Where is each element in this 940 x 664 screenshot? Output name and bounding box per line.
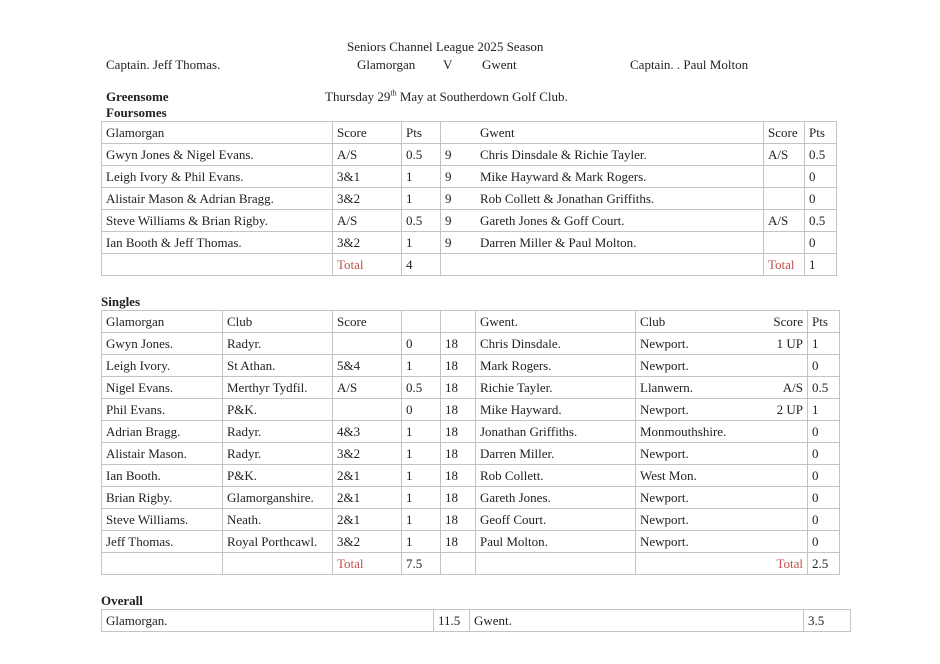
club-left: St Athan. [223,355,333,377]
total-label-left: Total [333,254,402,276]
club-left: Glamorganshire. [223,487,333,509]
player-left: Jeff Thomas. [102,531,223,553]
holes: 18 [441,531,476,553]
score-right [764,232,805,254]
player-right: Mark Rogers. [476,355,636,377]
pts-left: 1 [402,465,441,487]
header-pts-blank [402,311,441,333]
pair-left: Alistair Mason & Adrian Bragg. [102,188,333,210]
date-suffix: th [390,88,397,98]
cell-text: Newport. [640,534,689,549]
player-left: Steve Williams. [102,509,223,531]
pair-right [441,210,764,232]
header-glamorgan: Glamorgan [102,311,223,333]
score-left: A/S [333,377,402,399]
club-left: Neath. [223,509,333,531]
table-row [102,509,840,531]
table-row [102,465,840,487]
score-left: 2&1 [333,465,402,487]
holes: 18 [441,443,476,465]
cell-text: Mike Hayward & Mark Rogers. [480,169,647,184]
cell-text: Darren Miller & Paul Molton. [480,235,637,250]
header-gwent [441,122,764,144]
cell-text: Rob Collett & Jonathan Griffiths. [480,191,655,206]
club-right [636,487,808,509]
pts-left: 1 [402,531,441,553]
empty-cell [441,553,476,575]
header-gwent: Gwent. [476,311,636,333]
pts-right: 1 [808,399,840,421]
league-title: Seniors Channel League 2025 Season [347,39,544,54]
holes: 9 [445,191,452,206]
holes: 18 [441,509,476,531]
captain-right: Captain. . Paul Molton [630,57,749,72]
overall-heading: Overall [101,593,143,608]
pts-left: 0 [402,333,441,355]
header-glamorgan: Glamorgan [102,122,333,144]
total-label-right-cell [636,553,808,575]
pts-left: 1 [402,509,441,531]
club-right [636,443,808,465]
pts-left: 1 [402,355,441,377]
cell-text: Newport. [640,446,689,461]
score-left: A/S [333,210,402,232]
score-left [333,399,402,421]
pts-right: 0 [808,487,840,509]
pts-right: 0 [805,166,837,188]
score-left: 3&2 [333,531,402,553]
empty-cell [102,553,223,575]
holes: 18 [441,377,476,399]
total-label-left: Total [333,553,402,575]
table-row [102,188,837,210]
header-pts: Pts [402,122,441,144]
pts-left: 0.5 [402,377,441,399]
overall-left-team: Glamorgan. [102,610,434,632]
foursomes-table [101,121,837,276]
header-pts-right: Pts [805,122,837,144]
pts-right: 0 [805,232,837,254]
holes: 9 [445,147,452,162]
foursomes-total-row [102,254,837,276]
pair-right [441,144,764,166]
overall-table [101,609,851,632]
total-left: 7.5 [402,553,441,575]
singles-heading: Singles [101,294,141,309]
cell-text: 2 UP [776,402,803,417]
foursomes-header-row [102,122,837,144]
pts-right: 0 [808,509,840,531]
score-right: A/S [764,210,805,232]
player-right: Richie Tayler. [476,377,636,399]
club-left: Radyr. [223,333,333,355]
player-right: Geoff Court. [476,509,636,531]
score-right [764,166,805,188]
table-row [102,232,837,254]
club-left: Royal Porthcawl. [223,531,333,553]
pts-left: 1 [402,188,441,210]
empty-cell [102,254,333,276]
score-left: 2&1 [333,487,402,509]
player-left: Alistair Mason. [102,443,223,465]
foursomes-heading-line2: Foursomes [106,105,167,120]
score-left: 3&1 [333,166,402,188]
singles-total-row [102,553,840,575]
cell-text: Newport. [640,490,689,505]
club-right [636,531,808,553]
cell-text: Monmouthshire. [640,424,727,439]
table-row [102,377,840,399]
pts-right: 0 [808,465,840,487]
pts-right: 1 [808,333,840,355]
table-row [102,399,840,421]
pts-right: 0.5 [808,377,840,399]
empty-cell [476,553,636,575]
header-club: Club [223,311,333,333]
player-left: Leigh Ivory. [102,355,223,377]
foursomes-heading-line1: Greensome [106,89,169,104]
pts-right: 0.5 [805,144,837,166]
pts-left: 0 [402,399,441,421]
cell-text: Newport. [640,402,689,417]
total-left: 4 [402,254,441,276]
pts-left: 1 [402,166,441,188]
player-left: Phil Evans. [102,399,223,421]
table-row [102,210,837,232]
holes: 18 [441,399,476,421]
pts-left: 0.5 [402,144,441,166]
pts-right: 0 [808,421,840,443]
pts-right: 0.5 [805,210,837,232]
cell-text: Score [773,314,803,329]
pts-left: 0.5 [402,210,441,232]
total-right: 2.5 [808,553,840,575]
player-right: Jonathan Griffiths. [476,421,636,443]
score-left: 3&2 [333,443,402,465]
pair-left: Steve Williams & Brian Rigby. [102,210,333,232]
header-club-score [636,311,808,333]
score-left: A/S [333,144,402,166]
overall-right-total: 3.5 [804,610,851,632]
total-label-right: Total [776,556,803,571]
club-left: Radyr. [223,443,333,465]
header-pts: Pts [808,311,840,333]
club-right [636,377,808,399]
pts-right: 0 [808,355,840,377]
holes: 9 [445,235,452,250]
table-row [102,443,840,465]
pair-right [441,232,764,254]
score-right: A/S [764,144,805,166]
player-left: Gwyn Jones. [102,333,223,355]
total-label-right: Total [764,254,805,276]
cell-text: West Mon. [640,468,697,483]
score-left: 3&2 [333,232,402,254]
player-right: Paul Molton. [476,531,636,553]
table-row [102,166,837,188]
date-prefix: Thursday 29 [325,89,391,104]
pts-left: 1 [402,232,441,254]
table-row [102,487,840,509]
score-left: 5&4 [333,355,402,377]
club-left: P&K. [223,465,333,487]
score-left: 4&3 [333,421,402,443]
captain-left: Captain. Jeff Thomas. [106,57,221,72]
score-left: 2&1 [333,509,402,531]
overall-right-team: Gwent. [470,610,804,632]
pair-right [441,166,764,188]
holes: 18 [441,355,476,377]
pair-left: Ian Booth & Jeff Thomas. [102,232,333,254]
empty-cell [441,254,764,276]
pts-left: 1 [402,487,441,509]
singles-header-row [102,311,840,333]
club-right [636,333,808,355]
club-left: Merthyr Tydfil. [223,377,333,399]
score-left: 3&2 [333,188,402,210]
pair-left: Gwyn Jones & Nigel Evans. [102,144,333,166]
overall-left-total: 11.5 [434,610,470,632]
singles-table [101,310,840,575]
header-holes-blank [441,311,476,333]
pts-right: 0 [805,188,837,210]
header-score: Score [333,122,402,144]
cell-text: Newport. [640,336,689,351]
club-right [636,509,808,531]
holes: 9 [445,169,452,184]
cell-text: Club [640,314,666,329]
club-left: Radyr. [223,421,333,443]
header-score-right: Score [764,122,805,144]
team-right-title: Gwent [482,57,517,72]
cell-text: Llanwern. [640,380,694,395]
club-right [636,421,808,443]
player-right: Chris Dinsdale. [476,333,636,355]
holes: 18 [441,333,476,355]
player-left: Ian Booth. [102,465,223,487]
score-right [764,188,805,210]
cell-text: 1 UP [776,336,803,351]
date-rest: May at Southerdown Golf Club. [396,89,568,104]
team-left-title: Glamorgan [357,57,416,72]
match-date [325,89,568,105]
player-left: Adrian Bragg. [102,421,223,443]
player-left: Nigel Evans. [102,377,223,399]
total-right: 1 [805,254,837,276]
empty-cell [223,553,333,575]
holes: 18 [441,487,476,509]
pts-right: 0 [808,531,840,553]
score-left [333,333,402,355]
cell-text: Newport. [640,512,689,527]
versus-label: V [443,57,453,72]
player-right: Mike Hayward. [476,399,636,421]
table-row [102,421,840,443]
holes: 18 [441,421,476,443]
pts-left: 1 [402,443,441,465]
cell-text: Gwent [480,125,515,140]
table-row [102,144,837,166]
cell-text: Newport. [640,358,689,373]
overall-row [102,610,851,632]
club-right [636,465,808,487]
cell-text: A/S [782,380,803,395]
pts-right: 0 [808,443,840,465]
club-right [636,355,808,377]
holes: 18 [441,465,476,487]
club-left: P&K. [223,399,333,421]
pair-right [441,188,764,210]
table-row [102,333,840,355]
header-score: Score [333,311,402,333]
table-row [102,531,840,553]
cell-text: Chris Dinsdale & Richie Tayler. [480,147,647,162]
player-right: Rob Collett. [476,465,636,487]
player-right: Darren Miller. [476,443,636,465]
pts-left: 1 [402,421,441,443]
player-left: Brian Rigby. [102,487,223,509]
pair-left: Leigh Ivory & Phil Evans. [102,166,333,188]
player-right: Gareth Jones. [476,487,636,509]
club-right [636,399,808,421]
holes: 9 [445,213,452,228]
cell-text: Gareth Jones & Goff Court. [480,213,625,228]
table-row [102,355,840,377]
